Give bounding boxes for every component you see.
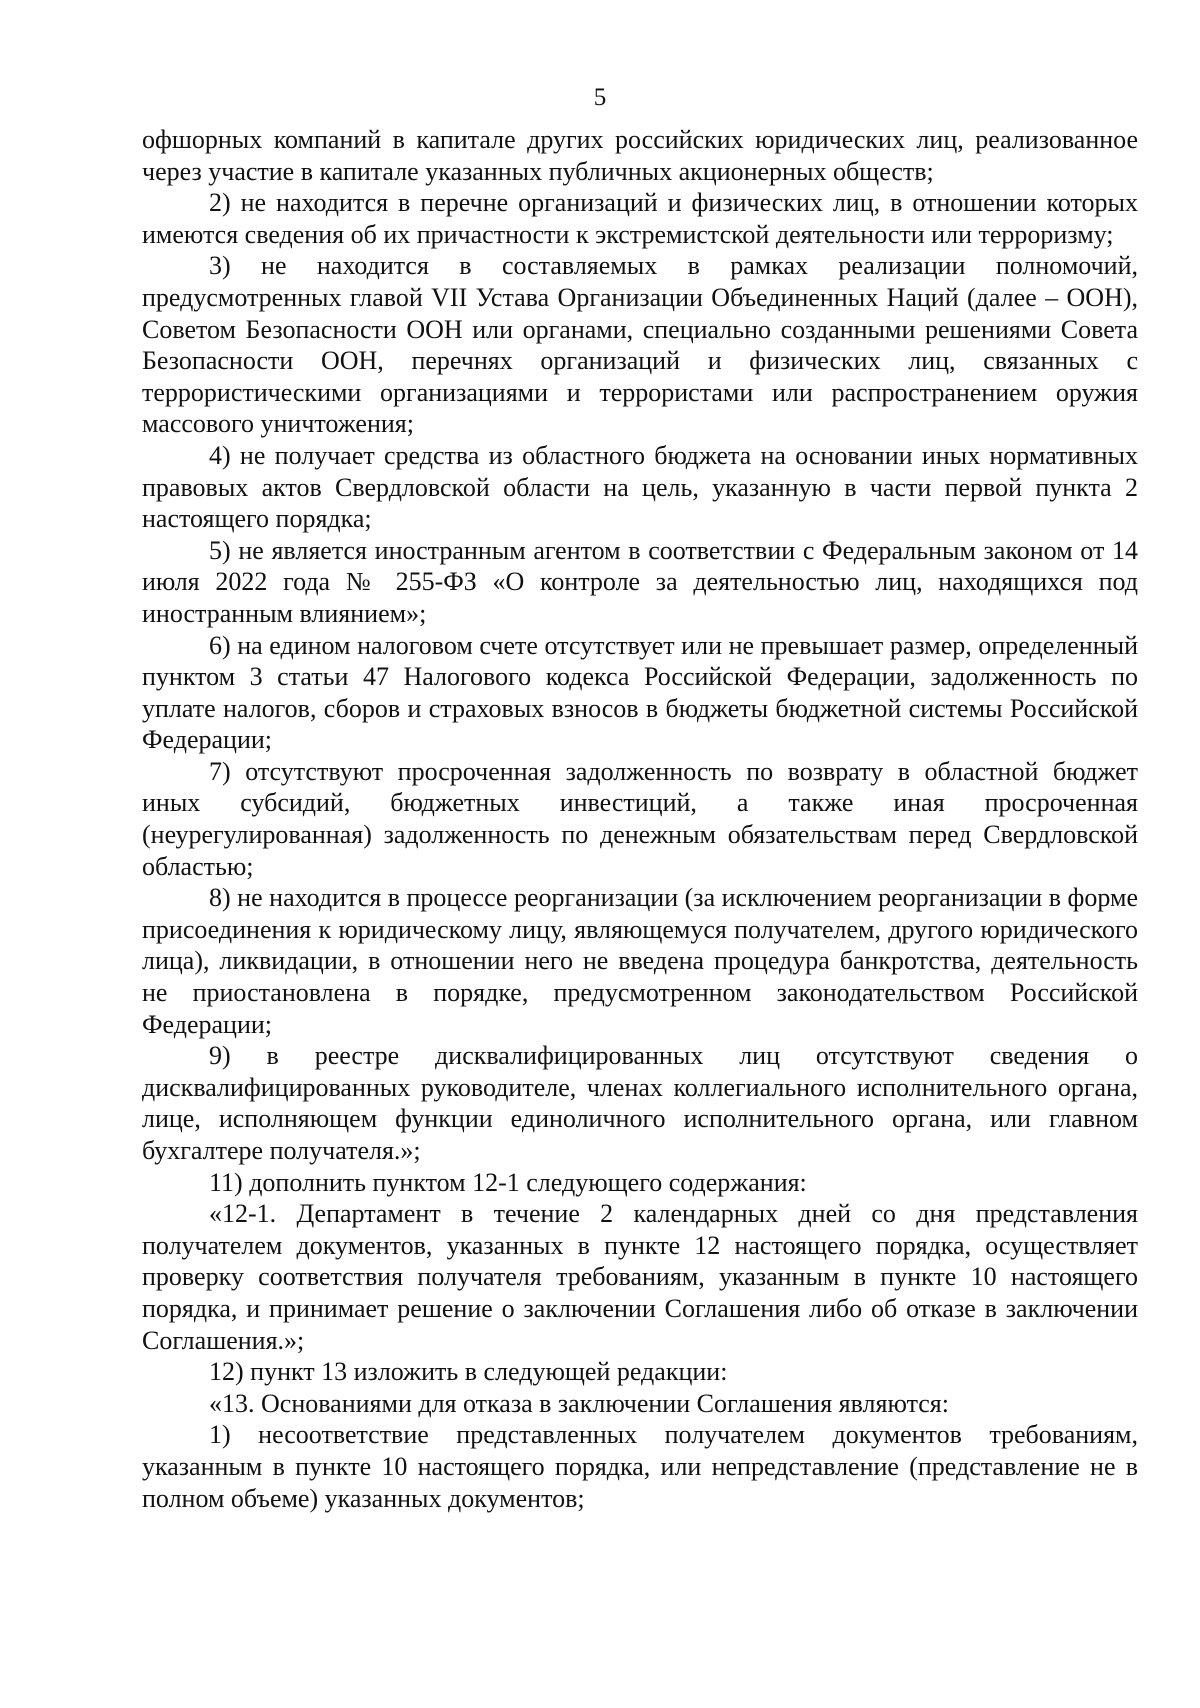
paragraph: 1) несоответствие представленных получателем документов требованиям, указанным в пункте 10 настоящего порядка, или непредставление (представление не в полном объеме) указанных документов; [142,1420,1138,1513]
page-number: 5 [593,84,607,111]
paragraph: 3) не находится в составляемых в рамках реализации полномочий, предусмотренных главой VII Устава Организации Объединенных Наций (далее – ООН), Советом Безопасности ООН или органами, специально созданными решениями Совета Безопасности ООН, перечнях организаций и физических лиц, связанных с террористическими организациями и террористами или распространением оружия массового уничтожения; [142,251,1138,439]
paragraph: «13. Основаниями для отказа в заключении Соглашения являются: [209,1388,949,1418]
paragraph: 8) не находится в процессе реорганизации (за исключением реорганизации в форме присоединения к юридическому лицу, являющемуся получателем, другого юридического лица), ликвидации, в отношении него не введена процедура банкротства, деятельность не приостановлена в порядке, предусмотренном законодательством Российской Федерации; [142,883,1138,1039]
paragraph: 9) в реестре дисквалифицированных лиц отсутствуют сведения о дисквалифицированных руководителе, членах коллегиального исполнительного органа, лице, исполняющем функции единоличного исполнительного органа, или главном бухгалтере получателя.»; [142,1041,1138,1165]
paragraph: 2) не находится в перечне организаций и физических лиц, в отношении которых имеются сведения об их причастности к экстремистской деятельности или терроризму; [142,188,1138,249]
paragraph: 7) отсутствуют просроченная задолженность по возврату в областной бюджет иных субсидий, бюджетных инвестиций, а также иная просроченная (неурегулированная) задолженность по денежным обязательствам перед Свердловской областью; [142,756,1138,881]
paragraph: 11) дополнить пунктом 12-1 следующего содержания: [209,1167,807,1197]
paragraph: офшорных компаний в капитале других российских юридических лиц, реализованное через участие в капитале указанных публичных акционерных обществ; [142,125,1138,186]
paragraph: 5) не является иностранным агентом в соответствии с Федеральным законом от 14 июля 2022 года № 255-ФЗ «О контроле за деятельностью лиц, находящихся под иностранным влиянием»; [142,535,1138,628]
document-body [142,124,1138,1514]
paragraph: «12-1. Департамент в течение 2 календарных дней со дня представления получателем документов, указанных в пункте 12 настоящего порядка, осуществляет проверку соответствия получателя требованиям, указанным в пункте 10 настоящего порядка, и принимает решение о заключении Соглашения либо об отказе в заключении Соглашения.»; [142,1199,1138,1355]
paragraph: 4) не получает средства из областного бюджета на основании иных нормативных правовых актов Свердловской области на цель, указанную в части первой пункта 2 настоящего порядка; [142,440,1138,534]
paragraph: 12) пункт 13 изложить в следующей редакции: [209,1357,728,1387]
paragraph: 6) на едином налоговом счете отсутствует или не превышает размер, определенный пунктом 3 статьи 47 Налогового кодекса Российской Федерации, задолженность по уплате налогов, сборов и страховых взносов в бюджеты бюджетной системы Российской Федерации; [142,630,1138,755]
